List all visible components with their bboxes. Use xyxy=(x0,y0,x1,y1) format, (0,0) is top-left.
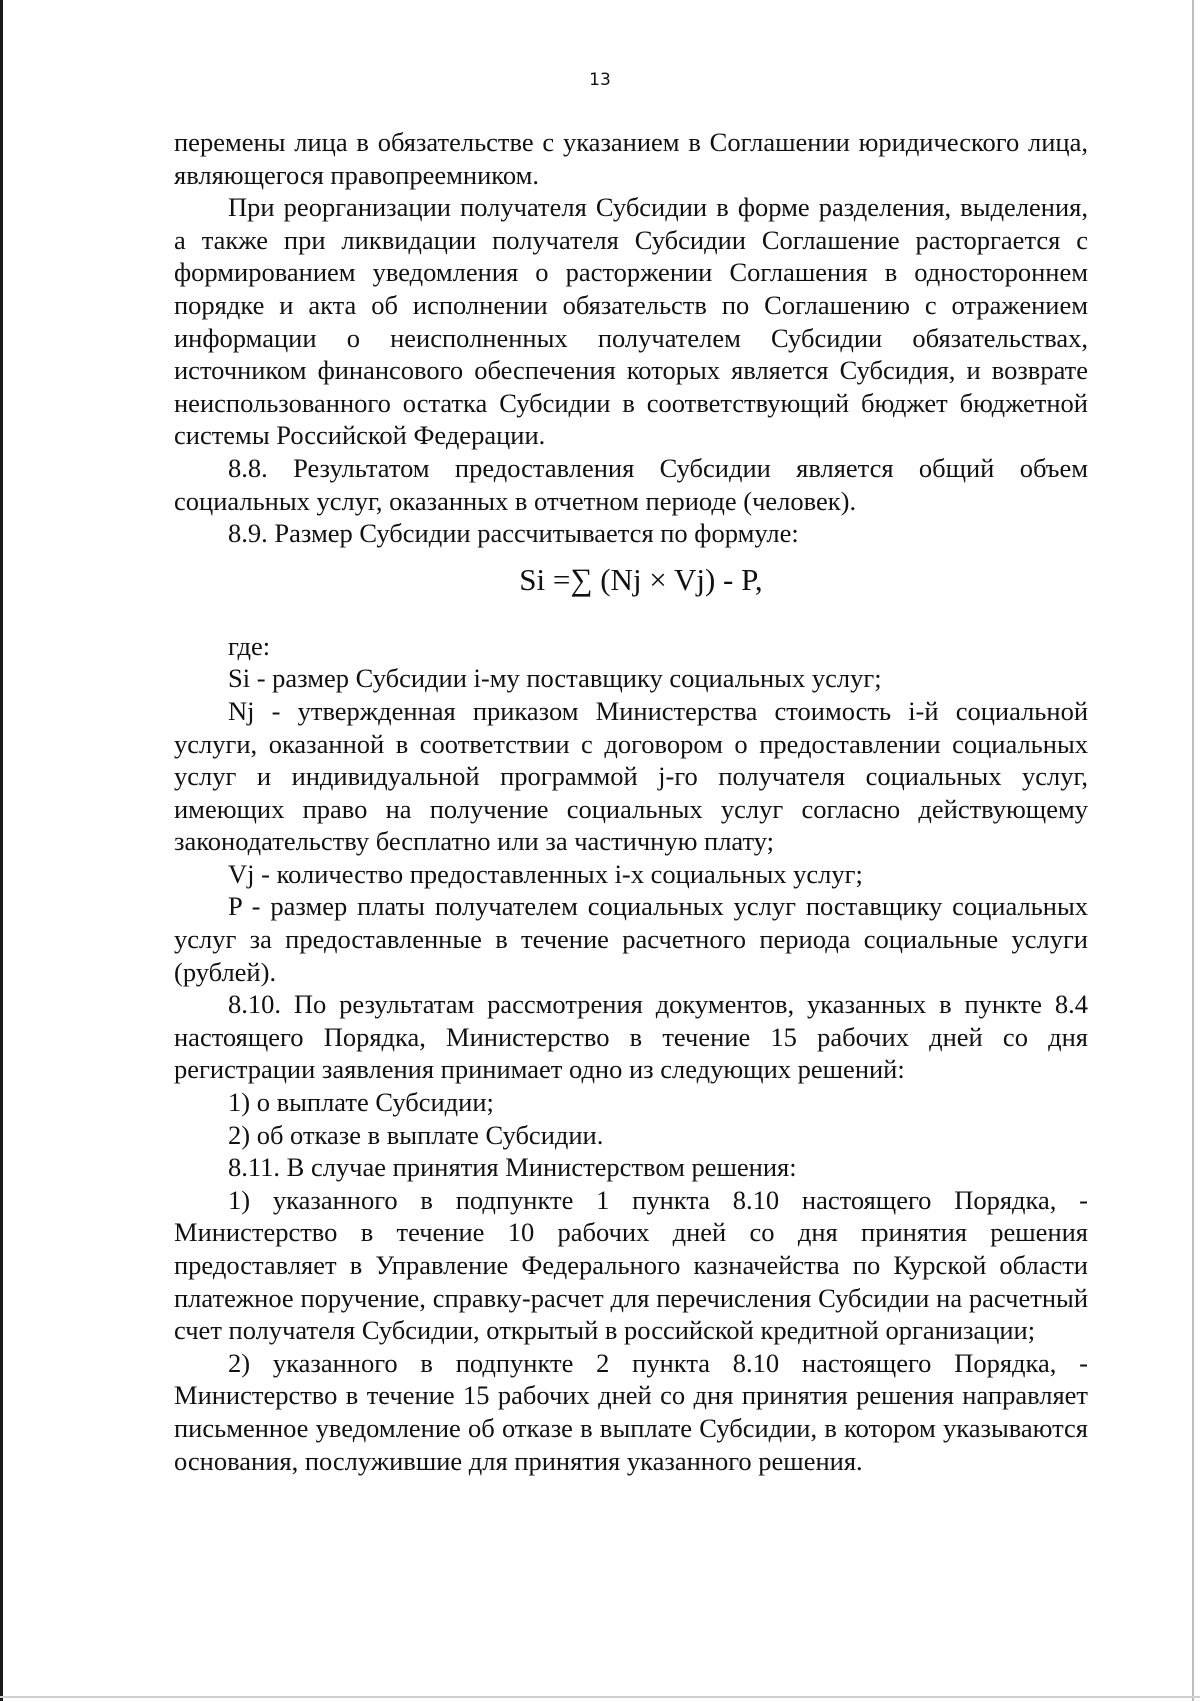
definition-si: Si - размер Субсидии i-му поставщику социальных услуг; xyxy=(228,663,882,694)
paragraph-8-8: 8.8. Результатом предоставления Субсидии является общий объем социальных услуг, оказанных в отчетном периоде (человек). xyxy=(174,452,1088,516)
definition-vj: Vj - количество предоставленных i-х социальных услуг; xyxy=(228,858,863,889)
paragraph-where: где: xyxy=(228,630,271,661)
scan-edge-right xyxy=(1192,0,1194,1701)
subsidy-formula: Si =∑ (Nj × Vj) - P, xyxy=(519,561,763,597)
paragraph-continuation: перемены лица в обязательстве с указанием в Соглашении юридического лица, являющегося правопреемником. xyxy=(174,127,1088,190)
definition-nj: Nj - утвержденная приказом Министерства стоимость i-й социальной услуги, оказанной в соответствии с договором о предоставлении социальных услуг и индивидуальной программой j-го получателя социальных услуг, имеющих право на получение социальных услуг согласно действующему законодательству бесплатно или за частичную плату; xyxy=(174,695,1088,857)
scan-edge-left xyxy=(0,0,3,1701)
decision-item-2: 2) об отказе в выплате Субсидии. xyxy=(228,1119,604,1150)
document-body xyxy=(174,126,1088,1477)
scan-edge-bottom xyxy=(0,1696,1200,1698)
paragraph-8-11: 8.11. В случае принятия Министерством решения: xyxy=(228,1152,797,1183)
page-number: 13 xyxy=(589,70,611,90)
paragraph-8-10: 8.10. По результатам рассмотрения документов, указанных в пункте 8.4 настоящего Порядка, Министерство в течение 15 рабочих дней со дня регистрации заявления принимает одно из следующих решений: xyxy=(174,989,1088,1085)
paragraph-reorganization: При реорганизации получателя Субсидии в форме разделения, выделения, а также при ликвидации получателя Субсидии Соглашение расторгается с формированием уведомления о расторжении Соглашения в одностороннем порядке и акта об исполнении обязательств по Соглашению с отражением информации о неисполненных получателем Субсидии обязательствах, источником финансового обеспечения которых является Субсидия, и возврате неиспользованного остатка Субсидии в соответствующий бюджет бюджетной системы Российской Федерации. xyxy=(174,192,1088,451)
paragraph-8-9: 8.9. Размер Субсидии рассчитывается по формуле: xyxy=(228,518,799,549)
paragraph-8-11-item-1: 1) указанного в подпункте 1 пункта 8.10 настоящего Порядка, - Министерство в течение 10 рабочих дней со дня принятия решения предоставляет в Управление Федерального казначейства по Курской области платежное поручение, справку-расчет для перечисления Субсидии на расчетный счет получателя Субсидии, открытый в российской кредитной организации; xyxy=(174,1184,1088,1346)
definition-p: P - размер платы получателем социальных услуг поставщику социальных услуг за предоставленные в течение расчетного периода социальные услуги (рублей). xyxy=(174,891,1088,987)
decision-item-1: 1) о выплате Субсидии; xyxy=(228,1087,494,1118)
paragraph-8-11-item-2: 2) указанного в подпункте 2 пункта 8.10 настоящего Порядка, - Министерство в течение 15 рабочих дней со дня принятия решения направляет письменное уведомление об отказе в выплате Субсидии, в котором указываются основания, послужившие для принятия указанного решения. xyxy=(174,1347,1088,1476)
